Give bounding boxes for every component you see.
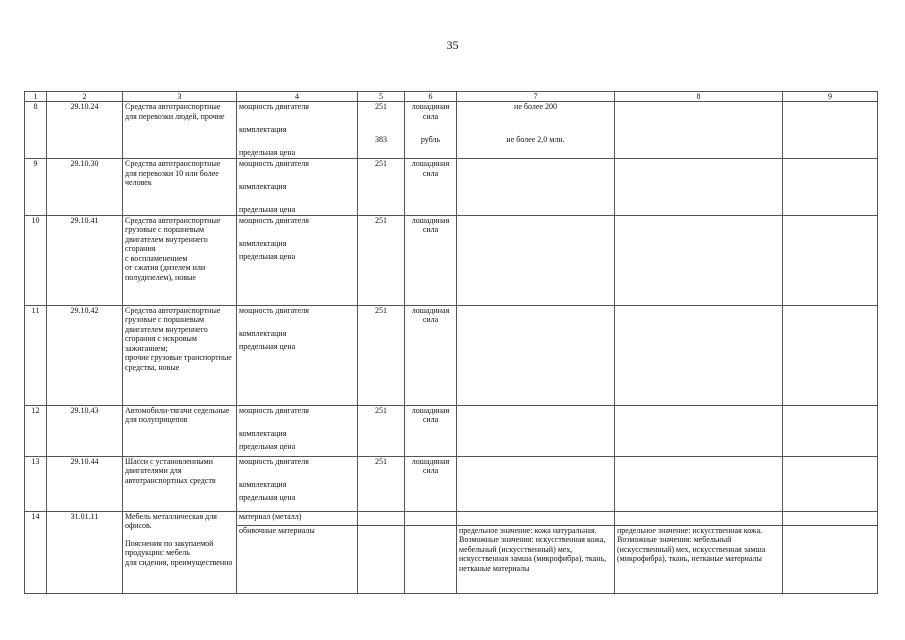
table-row: [25, 305, 878, 405]
characteristic: комплектация: [239, 125, 287, 134]
characteristic: мощность двигателя: [239, 102, 309, 111]
value-cell: [783, 215, 878, 305]
table-row: [25, 215, 878, 305]
product-note: Пояснения по закупаемой продукции: мебель для сидения, преимущественно: [125, 538, 233, 567]
okei-code: [358, 102, 405, 159]
product-name: Автомобили-тягачи седельные для полуприцепов: [123, 405, 237, 456]
product-name: Шасси с установленными двигателями для автотранспортных средств: [123, 456, 237, 511]
okei-value: 383: [375, 134, 387, 144]
row-number: 8: [25, 102, 47, 159]
characteristic: мощность двигателя: [239, 305, 309, 315]
characteristics: [237, 159, 358, 216]
unit-name: лошадиная сила: [405, 405, 457, 456]
product-name: Средства автотранспортные для перевозки людей, прочие: [123, 102, 237, 159]
value-cell: предельное значение: искусственная кожа. Возможные значения: мебельный (искусственный) мех, искусственная замша (микрофибра), ткань, нетканые материалы: [615, 525, 783, 593]
product-name: Средства автотранспортные грузовые с поршневым двигателем внутреннего сгорания с искровым зажиганием; прочие грузовые транспортные средства, новые: [123, 305, 237, 405]
value-cell: [615, 511, 783, 525]
okpd-code: 29.10.41: [47, 215, 123, 305]
okpd-code: 31.01.11: [47, 511, 123, 593]
column-number: 4: [237, 92, 358, 102]
table-row: [25, 159, 878, 216]
product-title: Мебель металлическая для офисов.: [125, 511, 217, 530]
value-cell: [457, 215, 615, 305]
characteristics: [237, 102, 358, 159]
characteristic: комплектация: [239, 479, 287, 489]
okpd-code: 29.10.43: [47, 405, 123, 456]
row-number: 13: [25, 456, 47, 511]
unit-name: лошадиная сила: [405, 456, 457, 511]
okpd-code: 29.10.44: [47, 456, 123, 511]
value-cell: [783, 525, 878, 593]
column-number: 9: [783, 92, 878, 102]
unit-name: [405, 525, 457, 593]
row-number: 10: [25, 215, 47, 305]
column-number: 6: [405, 92, 457, 102]
value-cell: [615, 102, 783, 159]
unit-name: лошадиная сила: [405, 215, 457, 305]
value-cell: [783, 102, 878, 159]
characteristic: предельная цена: [239, 205, 296, 214]
okei-code: 251: [358, 305, 405, 405]
table-row: [25, 511, 878, 525]
characteristic: предельная цена: [239, 148, 296, 157]
characteristic: материал (металл): [237, 511, 358, 525]
okpd-code: 29.10.30: [47, 159, 123, 216]
column-number: 3: [123, 92, 237, 102]
unit-value: лошадиная сила: [411, 102, 450, 121]
value: не более 200: [514, 102, 557, 111]
okei-code: 251: [358, 215, 405, 305]
okpd-code: 29.10.42: [47, 305, 123, 405]
unit-name: [405, 511, 457, 525]
okpd-code: 29.10.24: [47, 102, 123, 159]
requirements-table: [24, 91, 878, 594]
characteristic: предельная цена: [239, 493, 296, 502]
table-row: [25, 102, 878, 159]
value-cell: [783, 456, 878, 511]
product-name: Средства автотранспортные грузовые с поршневым двигателем внутреннего сгорания с воспламенением от сжатия (дизелем или полудизелем), новые: [123, 215, 237, 305]
characteristics: [237, 405, 358, 456]
characteristic: предельная цена: [239, 342, 296, 351]
row-number: 14: [25, 511, 47, 593]
okei-value: 251: [375, 102, 387, 111]
value-cell: [783, 305, 878, 405]
characteristic: мощность двигателя: [239, 159, 309, 168]
characteristic: предельная цена: [239, 442, 296, 451]
value-cell: [615, 215, 783, 305]
value-cell: [615, 405, 783, 456]
characteristic: комплектация: [239, 238, 287, 248]
value: не более 2,0 млн.: [506, 134, 565, 144]
value-cell: [615, 159, 783, 216]
table-row: [25, 456, 878, 511]
value-cell: [783, 159, 878, 216]
value-cell: [457, 456, 615, 511]
okei-code: 251: [358, 405, 405, 456]
row-number: 9: [25, 159, 47, 216]
value-cell: [457, 102, 615, 159]
value-cell: [615, 305, 783, 405]
value-cell: [783, 405, 878, 456]
characteristic: комплектация: [239, 428, 287, 438]
characteristic: мощность двигателя: [239, 405, 309, 415]
okei-code: [358, 525, 405, 593]
characteristic: мощность двигателя: [239, 215, 309, 225]
value-cell: [457, 511, 615, 525]
characteristic: комплектация: [239, 328, 287, 338]
column-number: 5: [358, 92, 405, 102]
value-cell: [783, 511, 878, 525]
value-cell: [457, 405, 615, 456]
unit-name: [405, 102, 457, 159]
row-number: 11: [25, 305, 47, 405]
characteristic: комплектация: [239, 182, 287, 191]
column-number: 7: [457, 92, 615, 102]
characteristics: [237, 456, 358, 511]
characteristics: [237, 305, 358, 405]
value-cell: [615, 456, 783, 511]
column-number: 2: [47, 92, 123, 102]
column-number: 8: [615, 92, 783, 102]
unit-value: рубль: [420, 134, 441, 144]
characteristic: предельная цена: [239, 252, 296, 261]
unit-name: лошадиная сила: [405, 159, 457, 216]
value-cell: [457, 305, 615, 405]
row-number: 12: [25, 405, 47, 456]
product-name: Средства автотранспортные для перевозки 10 или более человек: [123, 159, 237, 216]
okei-code: 251: [358, 159, 405, 216]
value-cell: [457, 159, 615, 216]
page-number: 35: [446, 38, 459, 52]
okei-code: 251: [358, 456, 405, 511]
characteristics: [237, 215, 358, 305]
characteristic: мощность двигателя: [239, 456, 309, 466]
column-number: 1: [25, 92, 47, 102]
column-number-row: [25, 92, 878, 102]
okei-code: [358, 511, 405, 525]
product-name: [123, 511, 237, 593]
table-row: [25, 405, 878, 456]
value-cell: предельное значение: кожа натуральная. Возможные значения: искусственная кожа, мебельный (искусственный) мех, искусственная замша (микрофибра), ткань, нетканые материалы: [457, 525, 615, 593]
characteristic: обивочные материалы: [237, 525, 358, 593]
unit-name: лошадиная сила: [405, 305, 457, 405]
